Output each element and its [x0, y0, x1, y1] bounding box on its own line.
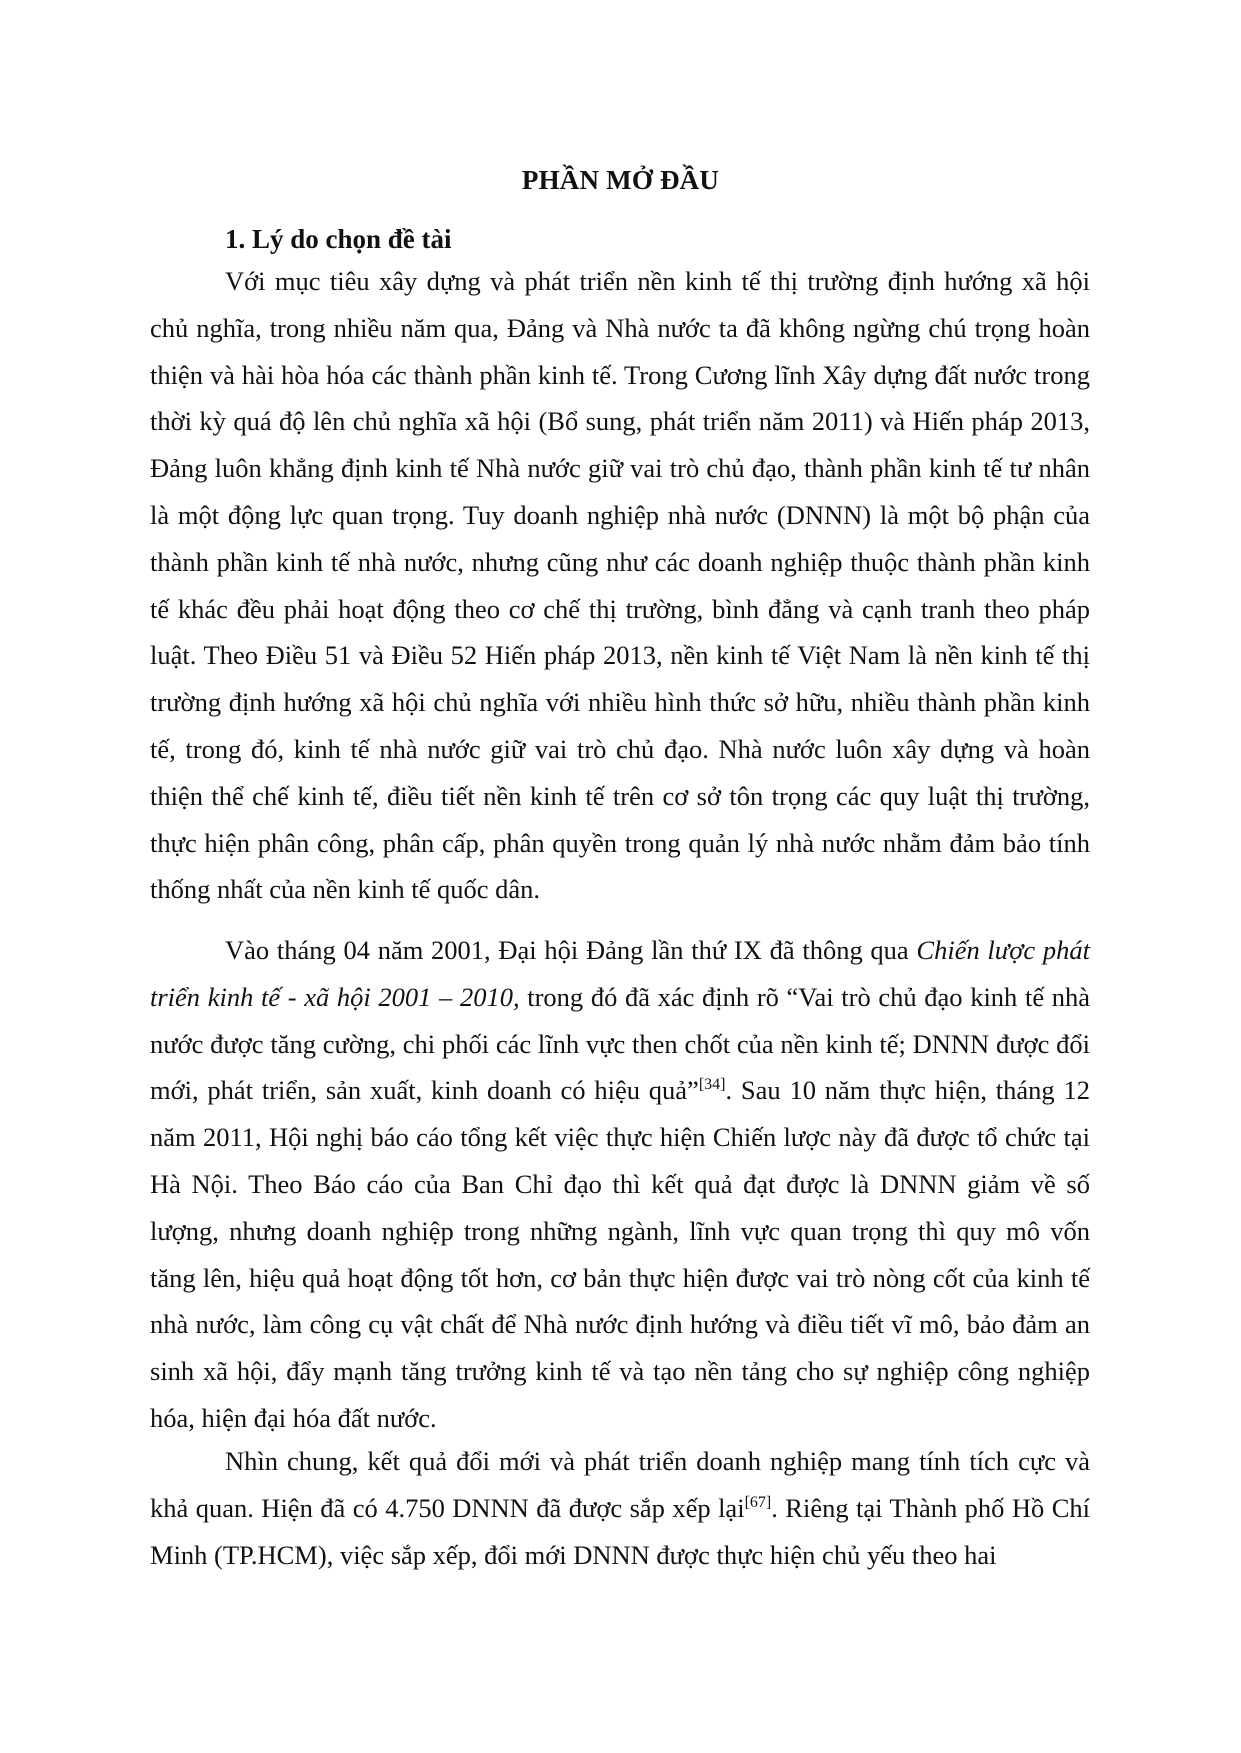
citation-34: [34]	[698, 1076, 726, 1094]
citation-67: [67]	[744, 1493, 772, 1511]
paragraph-2-rest: . Sau 10 năm thực hiện, tháng 12 năm 2011, Hội nghị báo cáo tổng kết việc thực hiện Chiến lược này đã được tổ chức tại Hà Nội. Theo Báo cáo của Ban Chỉ đạo thì kết quả đạt được là DNNN giảm về số lượng, nhưng doanh nghiệp trong những ngành, lĩnh vực quan trọng thì quy mô vốn tăng lên, hiệu quả hoạt động tốt hơn, cơ bản thực hiện được vai trò nòng cốt của kinh tế nhà nước, làm công cụ vật chất để Nhà nước định hướng và điều tiết vĩ mô, bảo đảm an sinh xã hội, đẩy mạnh tăng trưởng kinh tế và tạo nền tảng cho sự nghiệp công nghiệp hóa, hiện đại hóa đất nước.	[150, 1075, 1090, 1433]
strategy-title-italic: Chiến lược phát triển kinh tế - xã hội 2001 – 2010,	[150, 935, 1090, 1012]
paragraph-3	[150, 1438, 1090, 1578]
paragraph-1: Với mục tiêu xây dựng và phát triển nền kinh tế thị trường định hướng xã hội chủ nghĩa, trong nhiều năm qua, Đảng và Nhà nước ta đã không ngừng chú trọng hoàn thiện và hài hòa hóa các thành phần kinh tế. Trong Cương lĩnh Xây dựng đất nước trong thời kỳ quá độ lên chủ nghĩa xã hội (Bổ sung, phát triển năm 2011) và Hiến pháp 2013, Đảng luôn khẳng định kinh tế Nhà nước giữ vai trò chủ đạo, thành phần kinh tế tư nhân là một động lực quan trọng. Tuy doanh nghiệp nhà nước (DNNN) là một bộ phận của thành phần kinh tế nhà nước, nhưng cũng như các doanh nghiệp thuộc thành phần kinh tế khác đều phải hoạt động theo cơ chế thị trường, bình đẳng và cạnh tranh theo pháp luật. Theo Điều 51 và Điều 52 Hiến pháp 2013, nền kinh tế Việt Nam là nền kinh tế thị trường định hướng xã hội chủ nghĩa với nhiều hình thức sở hữu, nhiều thành phần kinh tế, trong đó, kinh tế nhà nước giữ vai trò chủ đạo. Nhà nước luôn xây dựng và hoàn thiện thể chế kinh tế, điều tiết nền kinh tế trên cơ sở tôn trọng các quy luật thị trường, thực hiện phân công, phân cấp, phân quyền trong quản lý nhà nước nhằm đảm bảo tính thống nhất của nền kinh tế quốc dân.	[150, 266, 1090, 905]
paragraph-2-intro: Vào tháng 04 năm 2001, Đại hội Đảng lần thứ IX đã thông qua	[225, 935, 917, 965]
paragraph-2-middle: trong đó đã xác định rõ “Vai trò chủ đạo kinh tế nhà nước được tăng cường, chi phối các lĩnh vực then chốt của nền kinh tế; DNNN được đổi mới, phát triển, sản xuất, kinh doanh có hiệu quả”	[150, 981, 1090, 1106]
paragraph-3-intro: Nhìn chung, kết quả đổi mới và phát triển doanh nghiệp mang tính tích cực và khả quan. Hiện đã có 4.750 DNNN đã được sắp xếp lại	[150, 1446, 1090, 1523]
section-heading: 1. Lý do chọn đề tài	[225, 224, 452, 254]
paragraph-3-rest: . Riêng tại Thành phố Hồ Chí Minh (TP.HCM), việc sắp xếp, đổi mới DNNN được thực hiện chủ yếu theo hai	[150, 1492, 1090, 1570]
page-title: PHẦN MỞ ĐẦU	[521, 165, 720, 195]
paragraph-2	[150, 927, 1090, 1442]
